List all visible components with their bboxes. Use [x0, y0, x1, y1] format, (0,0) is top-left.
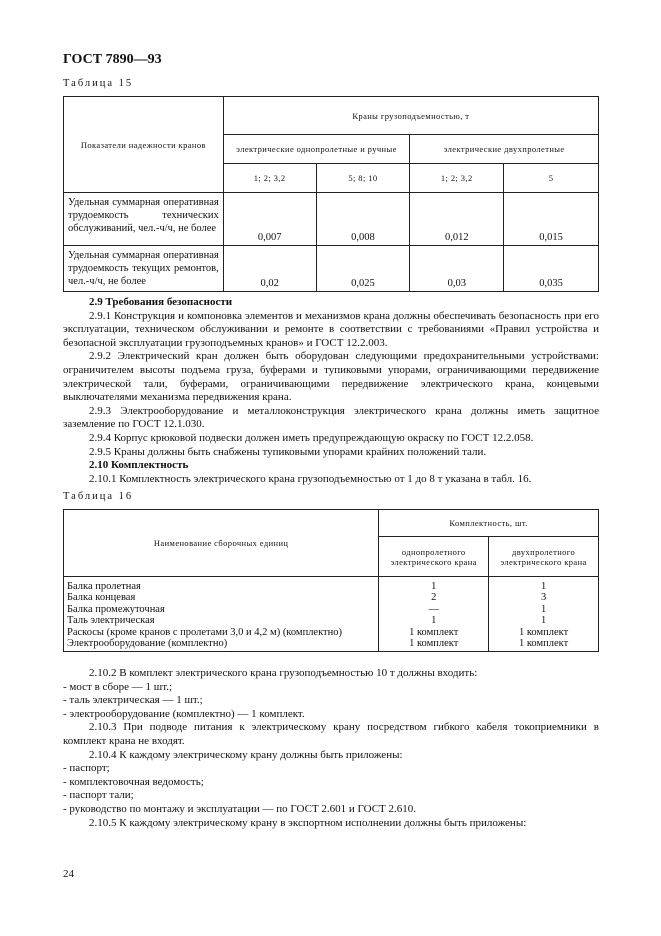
table-16: [63, 509, 599, 652]
t15-value: 0,012: [410, 193, 504, 246]
paragraph: 2.9.1 Конструкция и компоновка элементов и механизмов крана должны обеспечивать безопасность при его эксплуатации, техническом обслуживании и ремонте в соответствии с требованиями «Правил устройства и безопасной эксплуатации грузоподъемных кранов» и ГОСТ 12.2.003.: [63, 309, 599, 349]
t16-item-name: Электрооборудование (комплектно): [67, 638, 228, 650]
t15-single-span-header: электрические однопролетные и ручные: [223, 135, 410, 164]
list-item: - руководство по монтажу и эксплуатации — по ГОСТ 2.601 и ГОСТ 2.610.: [63, 802, 417, 815]
table-row: [64, 246, 599, 292]
t15-value: 0,03: [410, 246, 504, 292]
t16-names-cell: [64, 577, 379, 652]
list-item: - электрооборудование (комплектно) — 1 комплект.: [63, 707, 305, 720]
t15-value: 0,02: [223, 246, 316, 292]
t16-qty: 3: [540, 592, 547, 604]
section-2-10-continued: [63, 667, 599, 830]
t15-double-span-header: электрические двухпролетные: [410, 135, 599, 164]
t16-qty: 1: [540, 581, 547, 592]
t16-qty: 1: [431, 581, 437, 592]
section-2-9: [63, 296, 599, 486]
t16-qty: 1 комплект: [409, 638, 459, 650]
t16-qty: 1: [431, 615, 437, 627]
section-heading: 2.10 Комплектность: [89, 459, 189, 472]
t16-item-name: Балка пролетная: [67, 581, 141, 592]
t16-qty: 2: [431, 592, 437, 604]
t15-value: 0,007: [223, 193, 316, 246]
paragraph: 2.9.3 Электрооборудование и металлоконструкция электрического крана должны иметь защитное заземление по ГОСТ 12.1.030.: [63, 404, 599, 431]
table-row: [64, 577, 599, 652]
document-header: ГОСТ 7890—93: [63, 52, 162, 67]
t16-double-header: двухпролетного электрического крана: [489, 537, 599, 577]
list-item: - таль электрическая — 1 шт.;: [63, 694, 203, 707]
paragraph: 2.9.2 Электрический кран должен быть оборудован следующими предохранительными устройствами: ограничителем высоты подъема груза, буферами и тупиковыми упорами, ограничивающими передвижение электрической тали, буферами, ограничивающими передвижение электрического крана, концевыми выключателями механизма передвижения крана.: [63, 350, 599, 404]
t16-qty: 1: [540, 603, 547, 615]
t16-qty: 1: [540, 615, 547, 627]
paragraph: 2.10.4 К каждому электрическому крану должны быть приложены:: [89, 748, 403, 761]
t15-value: 0,008: [316, 193, 410, 246]
paragraph: 2.10.5 К каждому электрическому крану в экспортном исполнении должны быть приложены:: [89, 816, 527, 829]
table15-caption: Таблица 15: [63, 78, 134, 89]
list-item: - мост в сборе — 1 шт.;: [63, 680, 173, 693]
t15-value: 0,015: [504, 193, 599, 246]
t16-item-name: Таль электрическая: [67, 615, 155, 627]
list-item: - паспорт тали;: [63, 789, 134, 802]
paragraph: 2.10.1 Комплектность электрического крана грузоподъемностью от 1 до 8 т указана в табл. 16.: [89, 472, 532, 485]
t15-group-header: Краны грузоподъемностью, т: [223, 97, 598, 135]
t15-value: 0,035: [504, 246, 599, 292]
t16-item-name: Балка концевая: [67, 592, 136, 604]
t15-capacity: 1; 2; 3,2: [410, 164, 504, 193]
table-15: [63, 96, 599, 292]
paragraph: 2.9.4 Корпус крюковой подвески должен иметь предупреждающую окраску по ГОСТ 12.2.058.: [89, 431, 534, 444]
section-heading: 2.9 Требования безопасности: [89, 296, 233, 308]
paragraph: 2.10.2 В комплект электрического крана грузоподъемностью 10 т должны входить:: [89, 667, 478, 679]
t16-group-header: Комплектность, шт.: [379, 510, 599, 537]
list-item: - паспорт;: [63, 762, 110, 775]
table-row: [64, 193, 599, 246]
t15-capacity: 1; 2; 3,2: [223, 164, 316, 193]
t15-indicator-header: Показатели надежности кранов: [64, 97, 224, 193]
t16-name-header: Наименование сборочных единиц: [64, 510, 379, 577]
t16-item-name: Балка промежуточная: [67, 603, 165, 615]
t16-qty: 1 комплект: [518, 626, 569, 638]
t16-item-name: Раскосы (кроме кранов с пролетами 3,0 и 4,2 м) (комплектно): [67, 626, 343, 638]
t16-qty: —: [428, 603, 439, 615]
t16-single-cell: [379, 577, 489, 652]
paragraph: 2.9.5 Краны должны быть снабжены тупиковыми упорами крайних положений тали.: [89, 445, 487, 458]
t16-qty: 1 комплект: [409, 626, 459, 638]
t15-capacity: 5; 8; 10: [316, 164, 410, 193]
t15-row-label: Удельная суммарная оперативная трудоемкость текущих ремонтов, чел.-ч/ч, не более: [64, 246, 224, 292]
t16-single-header: однопролетного электрического крана: [379, 537, 489, 577]
t15-row-label: Удельная суммарная оперативная трудоемкость технических обслуживаний, чел.-ч/ч, не более: [64, 193, 224, 246]
t16-qty: 1 комплект: [518, 638, 569, 650]
t16-double-cell: [489, 577, 599, 652]
paragraph: 2.10.3 При подводе питания к электрическому крану посредством гибкого кабеля токоприемники в комплект крана не входят.: [63, 721, 599, 747]
table16-caption: Таблица 16: [63, 491, 134, 502]
page-number: 24: [63, 868, 74, 880]
t15-capacity: 5: [504, 164, 599, 193]
list-item: - комплектовочная ведомость;: [63, 775, 204, 788]
t15-value: 0,025: [316, 246, 410, 292]
